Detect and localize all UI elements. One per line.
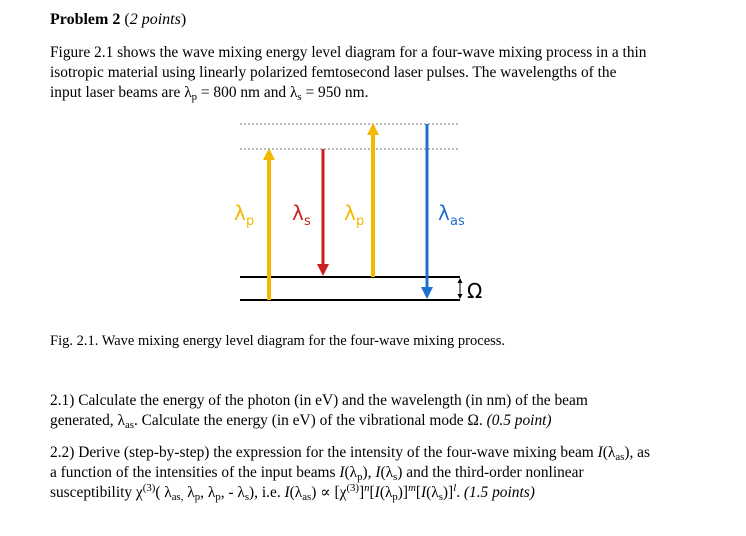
question-2-2 <box>50 443 710 503</box>
antistokes-arrow-head <box>421 287 433 299</box>
intro-line-1: Figure 2.1 shows the wave mixing energy level diagram for a four-wave mixing process in a thin <box>50 44 647 61</box>
q2-line-1: 2.2) Derive (step-by-step) the expression for the intensity of the four-wave mixing beam $I(\lambda_{as})$, as <box>50 444 650 463</box>
svg-text:p: p <box>356 214 365 229</box>
lambda-s-label <box>292 201 311 229</box>
energy-level-diagram <box>220 112 483 308</box>
figure-caption: Fig. 2.1. Wave mixing energy level diagram for the four-wave mixing process. <box>50 333 506 349</box>
lambda-p-label-1 <box>234 201 254 229</box>
problem-intro <box>50 43 690 103</box>
stokes-arrow-head <box>317 264 329 276</box>
question-2-1 <box>50 391 700 431</box>
svg-text:λ: λ <box>438 201 450 225</box>
intro-line-2: isotropic material using linearly polarized femtosecond laser pulses. The wavelengths of the <box>50 64 617 81</box>
q1-line-2: generated, $\lambda_{as}$. Calculate the energy (in eV) of the vibrational mode Ω. (0.5 point) <box>50 412 552 431</box>
lambda-p-label-2 <box>344 201 364 229</box>
q2-line-3: susceptibility $\chi^{(3)}$( $\lambda_{as,}$ $\lambda_p$, $\lambda_p$, - $\lambda_s$), i.e. $I(\lambda_{as}) \propto [\chi^{(3)}]^n[I(\lambda_p)]^m[I(\lambda_s)]^l$. (1.5 points) <box>50 482 535 503</box>
pump-arrow-2-head <box>367 123 379 135</box>
svg-text:λ: λ <box>344 201 356 225</box>
intro-line-3: input laser beams are $\lambda_p = 800$ nm and $\lambda_s = 950$ nm. <box>50 84 369 103</box>
svg-text:p: p <box>246 214 255 229</box>
lambda-as-label <box>438 201 465 229</box>
omega-label: Ω <box>467 279 483 303</box>
pump-arrow-1-head <box>263 148 275 160</box>
q1-line-1: 2.1) Calculate the energy of the photon (in eV) and the wavelength (in nm) of the beam <box>50 392 588 409</box>
problem-heading: Problem 2 <box>50 11 121 28</box>
svg-text:λ: λ <box>292 201 304 225</box>
svg-text:s: s <box>304 214 311 229</box>
q2-line-2: a function of the intensities of the input beams $I(\lambda_p)$, $I(\lambda_s)$ and the third-order nonlinear <box>50 464 584 483</box>
problem-points: 2 points <box>129 11 181 28</box>
svg-text:λ: λ <box>234 201 246 225</box>
svg-text:as: as <box>450 214 465 229</box>
problem-title: Problem 2 (2 points) <box>50 11 187 28</box>
